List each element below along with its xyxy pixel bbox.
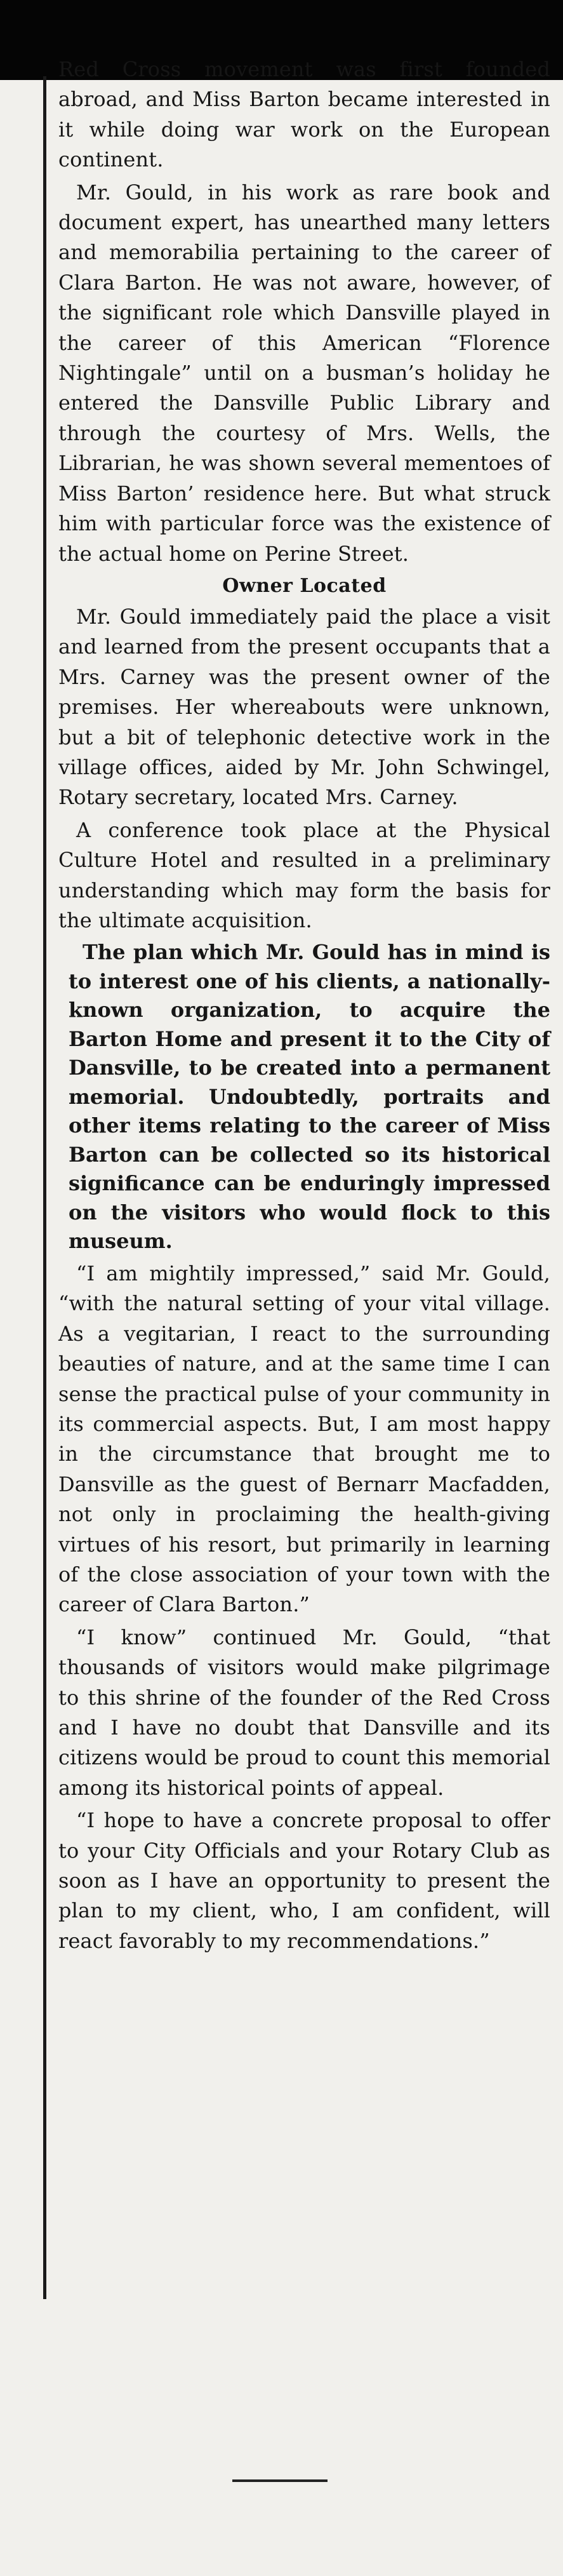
subheading-owner-located: Owner Located xyxy=(222,574,387,597)
column-rule xyxy=(43,76,46,2299)
article-paragraph-7: “I know” continued Mr. Gould, “that thousands of visitors would make pilgrimage to this shrine of the founder of the Red Cross and I have no doubt that Dansville and its citizens would be proud to count this memorial among its historical points of appeal. xyxy=(58,1625,550,1800)
article-paragraph-2: Mr. Gould, in his work as rare book and document expert, has unearthed many letters and memorabilia pertaining to the career of Clara Barton. He was not aware, however, of the significant role which Dansville played in the career of this American “Florence Nightingale” until on a busman’s holiday he entered the Dansville Public Library and through the courtesy of Mrs. Wells, the Librarian, he was shown several mementoes of Miss Barton’ residence here. But what struck him with particular force was the existence of the actual home on Perine Street. xyxy=(58,180,550,566)
article-paragraph-5-bold: The plan which Mr. Gould has in mind is to interest one of his clients, a nationally-known organization, to acquire the Barton Home and present it to the City of Dansville, to be created into a permanent memorial. Undoubtedly, portraits and other items relating to the career of Miss Barton can be collected so its historical significance can be enduringly impressed on the visitors who would flock to this museum. xyxy=(69,940,550,1254)
article-paragraph-8: “I hope to have a concrete proposal to offer to your City Officials and your Rotary Club as soon as I have an opportunity to present the plan to my client, who, I am confident, will react favorably to my recommendations.” xyxy=(58,1808,550,1953)
end-rule xyxy=(232,2479,328,2482)
article-paragraph-1: Red Cross movement was first founded abroad, and Miss Barton became interested in it while doing war work on the European continent. xyxy=(58,57,550,172)
article-paragraph-3: Mr. Gould immediately paid the place a visit and learned from the present occupants that a Mrs. Carney was the present owner of the premises. Her whereabouts were unknown, but a bit of telephonic detective work in the village offices, aided by Mr. John Schwingel, Rotary secretary, located Mrs. Carney. xyxy=(58,604,550,810)
article-paragraph-6: “I am mightily impressed,” said Mr. Gould, “with the natural setting of your vital village. As a vegitarian, I react to the surrounding beauties of nature, and at the same time I can sense the practical pulse of your community in its commercial aspects. But, I am most happy in the circumstance that brought me to Dansville as the guest of Bernarr Macfadden, not only in proclaiming the health-giving virtues of his resort, but primarily in learning of the close association of your town with the career of Clara Barton.” xyxy=(58,1261,550,1617)
article-column xyxy=(58,55,550,1959)
article-paragraph-4: A conference took place at the Physical Culture Hotel and resulted in a preliminary understanding which may form the basis for the ultimate acquisition. xyxy=(58,817,550,932)
